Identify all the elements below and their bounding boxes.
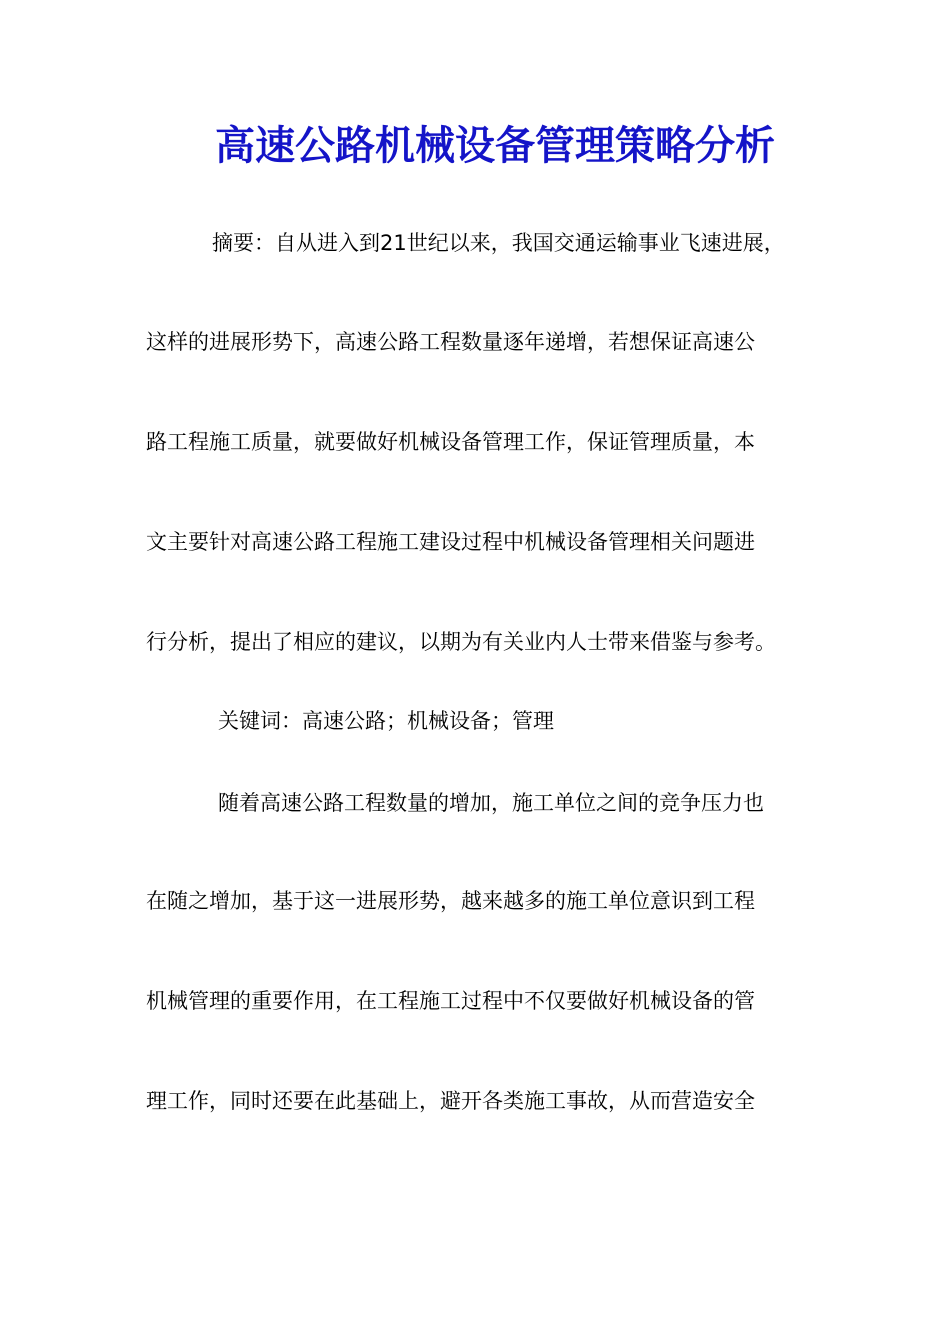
body-line: 机械管理的重要作用，在工程施工过程中不仅要做好机械设备的管 (146, 989, 755, 1013)
body-line: 理工作，同时还要在此基础上，避开各类施工事故，从而营造安全 (146, 1089, 755, 1113)
abstract-line: 文主要针对高速公路工程施工建设过程中机械设备管理相关问题进 (146, 530, 755, 554)
abstract-line: 路工程施工质量，就要做好机械设备管理工作，保证管理质量，本 (146, 430, 755, 454)
keywords-line: 关键词：高速公路；机械设备；管理 (218, 709, 554, 733)
body-line: 在随之增加，基于这一进展形势，越来越多的施工单位意识到工程 (146, 889, 755, 913)
abstract-line: 摘要：自从进入到21世纪以来，我国交通运输事业飞速进展， (212, 231, 785, 255)
abstract-line: 这样的进展形势下，高速公路工程数量逐年递增，若想保证高速公 (146, 330, 755, 354)
abstract-line: 行分析，提出了相应的建议，以期为有关业内人士带来借鉴与参考。 (146, 630, 776, 654)
body-line: 随着高速公路工程数量的增加，施工单位之间的竞争压力也 (218, 791, 764, 815)
document-title: 高速公路机械设备管理策略分析 (215, 122, 775, 169)
